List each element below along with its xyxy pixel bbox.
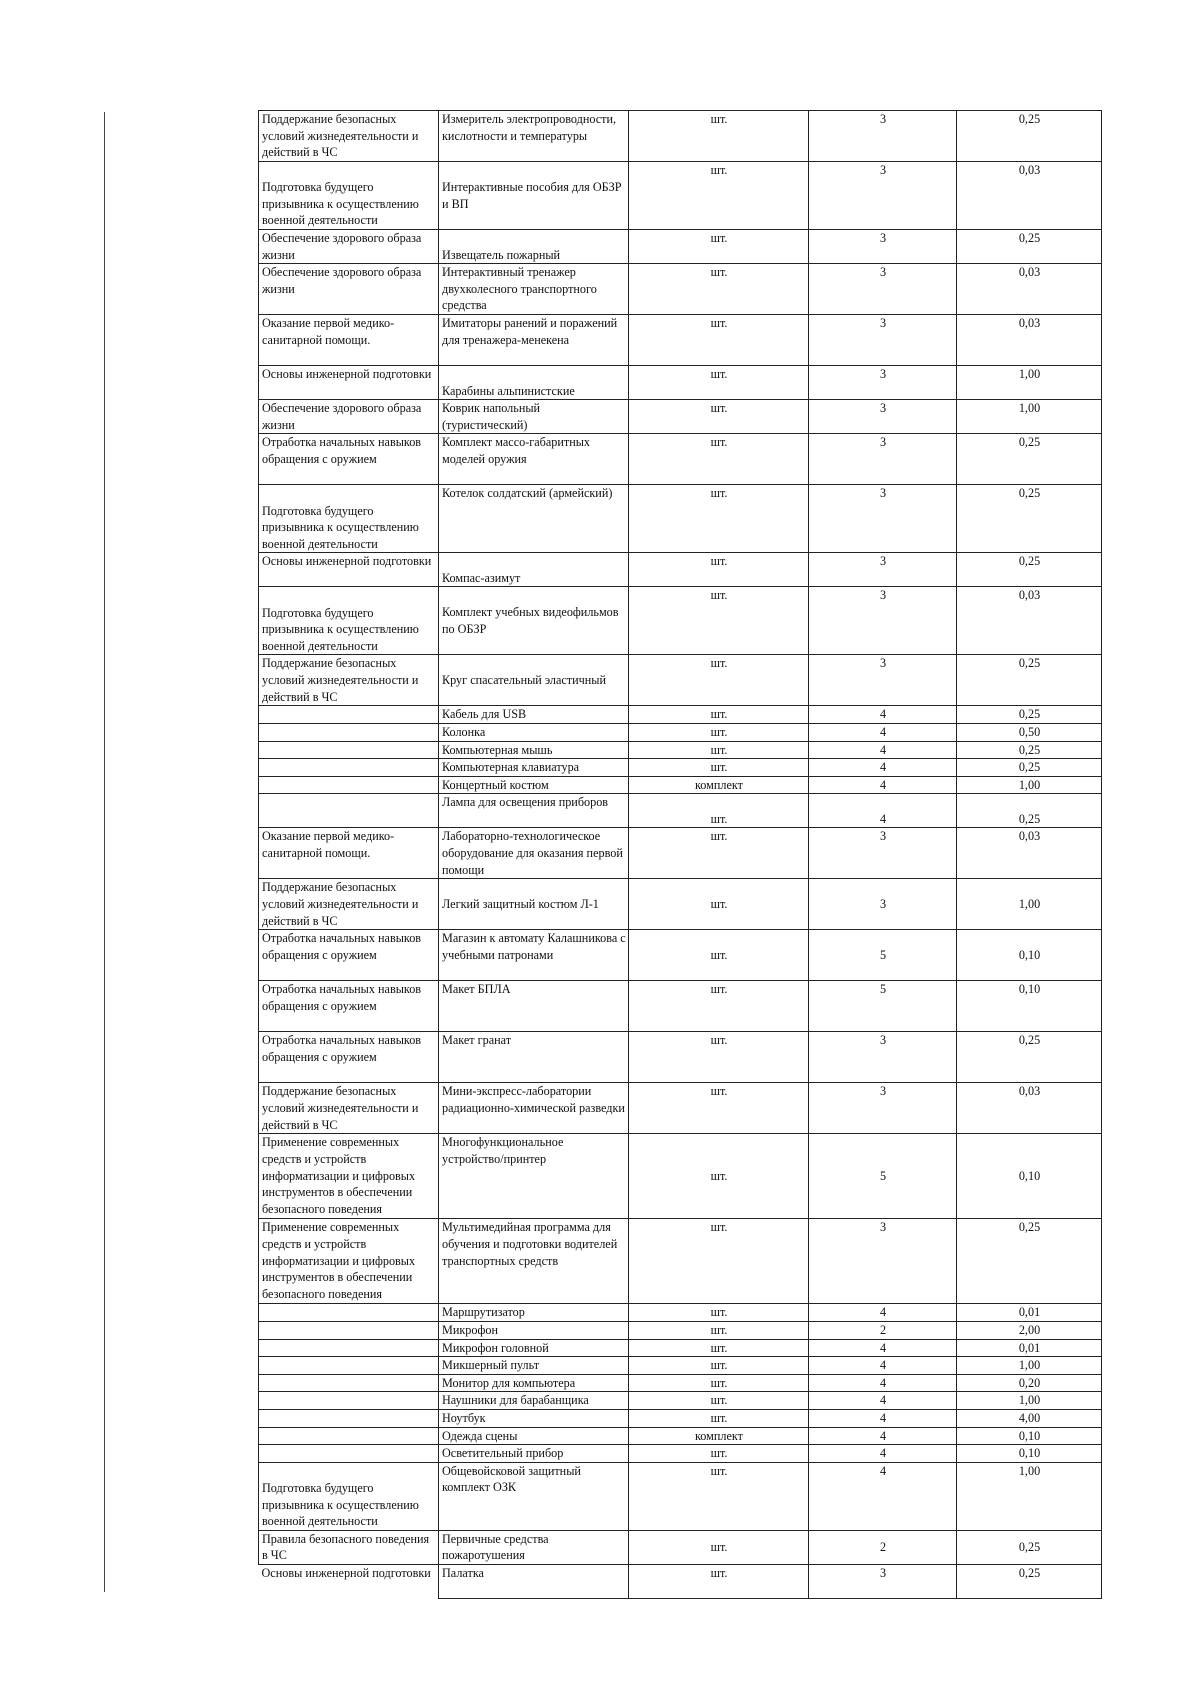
- cell-qty: 2: [809, 1530, 957, 1564]
- cell-item: Микрофон: [439, 1321, 629, 1339]
- table-row: [259, 230, 1102, 264]
- cell-coef: 1,00: [957, 366, 1102, 400]
- cell-qty: 4: [809, 1339, 957, 1357]
- cell-qty: 3: [809, 587, 957, 655]
- cell-topic: [259, 776, 439, 794]
- cell-item: Лампа для освещения приборов: [439, 794, 629, 828]
- cell-topic: Применение современных средств и устройств информатизации и цифровых инструментов в обеспечении безопасного поведения: [259, 1134, 439, 1219]
- cell-qty: 3: [809, 230, 957, 264]
- cell-item: Мини-экспресс-лаборатории радиационно-химической разведки: [439, 1083, 629, 1134]
- cell-qty: 4: [809, 1374, 957, 1392]
- cell-qty: 4: [809, 1409, 957, 1427]
- cell-topic: [259, 1339, 439, 1357]
- table-row: [259, 587, 1102, 655]
- cell-item: Круг спасательный эластичный: [439, 655, 629, 706]
- cell-item: Магазин к автомату Калашникова с учебными патронами: [439, 930, 629, 981]
- cell-item: Палатка: [439, 1564, 629, 1598]
- cell-item: Компьютерная мышь: [439, 741, 629, 759]
- cell-coef: 4,00: [957, 1409, 1102, 1427]
- cell-qty: 3: [809, 879, 957, 930]
- cell-unit: шт.: [629, 828, 809, 879]
- table-row: [259, 1462, 1102, 1530]
- cell-topic: [259, 741, 439, 759]
- equipment-table: [258, 110, 1102, 1599]
- cell-qty: 3: [809, 1083, 957, 1134]
- cell-topic: Подготовка будущего призывника к осуществлению военной деятельности: [259, 587, 439, 655]
- cell-coef: 0,25: [957, 1219, 1102, 1304]
- cell-coef: 0,20: [957, 1374, 1102, 1392]
- cell-unit: шт.: [629, 1083, 809, 1134]
- cell-coef: 0,03: [957, 587, 1102, 655]
- cell-item: Микрофон головной: [439, 1339, 629, 1357]
- cell-qty: 5: [809, 930, 957, 981]
- cell-qty: 5: [809, 1134, 957, 1219]
- cell-coef: 0,10: [957, 930, 1102, 981]
- cell-item: Микшерный пульт: [439, 1357, 629, 1375]
- cell-coef: 0,03: [957, 264, 1102, 315]
- table-row: [259, 553, 1102, 587]
- cell-unit: шт.: [629, 1219, 809, 1304]
- table-row: [259, 1339, 1102, 1357]
- cell-unit: комплект: [629, 776, 809, 794]
- cell-item: Коврик напольный (туристический): [439, 400, 629, 434]
- cell-coef: 0,03: [957, 828, 1102, 879]
- table-row: [259, 1445, 1102, 1463]
- cell-item: Имитаторы ранений и поражений для тренажера-менекена: [439, 315, 629, 366]
- cell-item: Измеритель электропроводности, кислотности и температуры: [439, 111, 629, 162]
- cell-unit: шт.: [629, 366, 809, 400]
- cell-item: Мультимедийная программа для обучения и подготовки водителей транспортных средств: [439, 1219, 629, 1304]
- cell-topic: Отработка начальных навыков обращения с оружием: [259, 1032, 439, 1083]
- table-row: [259, 264, 1102, 315]
- cell-topic: Основы инженерной подготовки: [259, 553, 439, 587]
- cell-item: Извещатель пожарный: [439, 230, 629, 264]
- cell-item: Одежда сцены: [439, 1427, 629, 1445]
- cell-topic: Поддержание безопасных условий жизнедеятельности и действий в ЧС: [259, 1083, 439, 1134]
- table-row: [259, 759, 1102, 777]
- table-row: [259, 485, 1102, 553]
- cell-unit: шт.: [629, 1357, 809, 1375]
- cell-unit: шт.: [629, 162, 809, 230]
- cell-unit: шт.: [629, 1374, 809, 1392]
- cell-topic: Обеспечение здорового образа жизни: [259, 230, 439, 264]
- cell-item: Легкий защитный костюм Л-1: [439, 879, 629, 930]
- cell-unit: шт.: [629, 1564, 809, 1598]
- table-row: [259, 1083, 1102, 1134]
- cell-qty: 4: [809, 1462, 957, 1530]
- table-row: [259, 930, 1102, 981]
- cell-unit: комплект: [629, 1427, 809, 1445]
- cell-coef: 0,25: [957, 741, 1102, 759]
- cell-topic: Применение современных средств и устройств информатизации и цифровых инструментов в обеспечении безопасного поведения: [259, 1219, 439, 1304]
- table-row: [259, 1357, 1102, 1375]
- cell-item: Комплект массо-габаритных моделей оружия: [439, 434, 629, 485]
- cell-topic: [259, 794, 439, 828]
- cell-topic: [259, 1357, 439, 1375]
- table-row: [259, 794, 1102, 828]
- cell-topic: Отработка начальных навыков обращения с оружием: [259, 434, 439, 485]
- cell-coef: 0,25: [957, 1530, 1102, 1564]
- cell-item: Котелок солдатский (армейский): [439, 485, 629, 553]
- cell-topic: [259, 1409, 439, 1427]
- cell-topic: Обеспечение здорового образа жизни: [259, 264, 439, 315]
- cell-topic: Основы инженерной подготовки: [259, 1564, 439, 1598]
- table-row: [259, 434, 1102, 485]
- cell-coef: 1,00: [957, 1392, 1102, 1410]
- cell-coef: 0,10: [957, 1427, 1102, 1445]
- cell-unit: шт.: [629, 930, 809, 981]
- cell-topic: Оказание первой медико-санитарной помощи.: [259, 828, 439, 879]
- cell-item: Концертный костюм: [439, 776, 629, 794]
- cell-unit: шт.: [629, 1032, 809, 1083]
- table-row: [259, 828, 1102, 879]
- cell-topic: [259, 1304, 439, 1322]
- table-row: [259, 1409, 1102, 1427]
- cell-topic: Основы инженерной подготовки: [259, 366, 439, 400]
- cell-topic: Поддержание безопасных условий жизнедеятельности и действий в ЧС: [259, 879, 439, 930]
- cell-item: Кабель для USB: [439, 706, 629, 724]
- cell-unit: шт.: [629, 759, 809, 777]
- cell-topic: Поддержание безопасных условий жизнедеятельности и действий в ЧС: [259, 111, 439, 162]
- cell-unit: шт.: [629, 264, 809, 315]
- table-row: [259, 1392, 1102, 1410]
- cell-item: Первичные средства пожаротушения: [439, 1530, 629, 1564]
- cell-coef: 1,00: [957, 879, 1102, 930]
- cell-item: Лабораторно-технологическое оборудование для оказания первой помощи: [439, 828, 629, 879]
- cell-coef: 0,25: [957, 485, 1102, 553]
- table-row: [259, 981, 1102, 1032]
- cell-coef: 0,25: [957, 706, 1102, 724]
- table-row: [259, 1321, 1102, 1339]
- cell-topic: [259, 759, 439, 777]
- cell-coef: 1,00: [957, 400, 1102, 434]
- table-row: [259, 400, 1102, 434]
- cell-item: Компьютерная клавиатура: [439, 759, 629, 777]
- cell-item: Маршрутизатор: [439, 1304, 629, 1322]
- table-row: [259, 366, 1102, 400]
- cell-qty: 3: [809, 434, 957, 485]
- cell-qty: 4: [809, 706, 957, 724]
- cell-item: Комплект учебных видеофильмов по ОБЗР: [439, 587, 629, 655]
- cell-topic: [259, 706, 439, 724]
- cell-coef: 0,03: [957, 315, 1102, 366]
- cell-item: Осветительный прибор: [439, 1445, 629, 1463]
- cell-qty: 3: [809, 111, 957, 162]
- cell-topic: Подготовка будущего призывника к осуществлению военной деятельности: [259, 162, 439, 230]
- table-row: [259, 1219, 1102, 1304]
- cell-topic: Обеспечение здорового образа жизни: [259, 400, 439, 434]
- table-row: [259, 723, 1102, 741]
- cell-qty: 4: [809, 1427, 957, 1445]
- cell-qty: 4: [809, 1304, 957, 1322]
- cell-coef: 0,25: [957, 655, 1102, 706]
- cell-unit: шт.: [629, 723, 809, 741]
- cell-coef: 0,03: [957, 1083, 1102, 1134]
- cell-topic: [259, 723, 439, 741]
- cell-topic: Подготовка будущего призывника к осуществлению военной деятельности: [259, 1462, 439, 1530]
- cell-item: Макет БПЛА: [439, 981, 629, 1032]
- table-row: [259, 1374, 1102, 1392]
- cell-qty: 5: [809, 981, 957, 1032]
- cell-unit: шт.: [629, 1304, 809, 1322]
- cell-topic: Поддержание безопасных условий жизнедеятельности и действий в ЧС: [259, 655, 439, 706]
- cell-topic: Подготовка будущего призывника к осуществлению военной деятельности: [259, 485, 439, 553]
- cell-qty: 4: [809, 1392, 957, 1410]
- cell-unit: шт.: [629, 1392, 809, 1410]
- table-row: [259, 1304, 1102, 1322]
- cell-unit: шт.: [629, 655, 809, 706]
- cell-coef: 0,25: [957, 1032, 1102, 1083]
- cell-unit: шт.: [629, 1409, 809, 1427]
- cell-unit: шт.: [629, 879, 809, 930]
- cell-item: Ноутбук: [439, 1409, 629, 1427]
- table-row: [259, 1564, 1102, 1598]
- cell-unit: шт.: [629, 553, 809, 587]
- cell-unit: шт.: [629, 400, 809, 434]
- cell-coef: 0,50: [957, 723, 1102, 741]
- cell-item: Наушники для барабанщика: [439, 1392, 629, 1410]
- cell-unit: шт.: [629, 1321, 809, 1339]
- cell-unit: шт.: [629, 230, 809, 264]
- cell-coef: 0,25: [957, 434, 1102, 485]
- table-row: [259, 162, 1102, 230]
- cell-unit: шт.: [629, 1134, 809, 1219]
- cell-coef: 0,01: [957, 1304, 1102, 1322]
- cell-unit: шт.: [629, 981, 809, 1032]
- cell-item: Интерактивный тренажер двухколесного транспортного средства: [439, 264, 629, 315]
- table-row: [259, 315, 1102, 366]
- cell-item: Компас-азимут: [439, 553, 629, 587]
- table-row: [259, 1427, 1102, 1445]
- cell-qty: 3: [809, 264, 957, 315]
- cell-unit: шт.: [629, 1530, 809, 1564]
- cell-qty: 4: [809, 1445, 957, 1463]
- cell-topic: [259, 1445, 439, 1463]
- table-row: [259, 706, 1102, 724]
- page-margin-line: [104, 112, 105, 1592]
- cell-coef: 0,25: [957, 759, 1102, 777]
- cell-topic: Оказание первой медико-санитарной помощи.: [259, 315, 439, 366]
- cell-item: Монитор для компьютера: [439, 1374, 629, 1392]
- cell-qty: 4: [809, 794, 957, 828]
- table-row: [259, 1134, 1102, 1219]
- cell-unit: шт.: [629, 315, 809, 366]
- cell-coef: 0,10: [957, 1134, 1102, 1219]
- table-row: [259, 111, 1102, 162]
- cell-unit: шт.: [629, 1462, 809, 1530]
- cell-coef: 2,00: [957, 1321, 1102, 1339]
- cell-unit: шт.: [629, 1445, 809, 1463]
- table-row: [259, 776, 1102, 794]
- table-row: [259, 741, 1102, 759]
- cell-item: Карабины альпинистские: [439, 366, 629, 400]
- cell-qty: 4: [809, 723, 957, 741]
- cell-qty: 3: [809, 828, 957, 879]
- cell-unit: шт.: [629, 111, 809, 162]
- equipment-table-body: [259, 111, 1102, 1599]
- cell-coef: 0,25: [957, 794, 1102, 828]
- cell-unit: шт.: [629, 434, 809, 485]
- cell-unit: шт.: [629, 794, 809, 828]
- cell-qty: 2: [809, 1321, 957, 1339]
- cell-qty: 3: [809, 1564, 957, 1598]
- cell-topic: Правила безопасного поведения в ЧС: [259, 1530, 439, 1564]
- cell-qty: 3: [809, 315, 957, 366]
- cell-unit: шт.: [629, 485, 809, 553]
- cell-coef: 0,25: [957, 230, 1102, 264]
- cell-unit: шт.: [629, 587, 809, 655]
- cell-qty: 4: [809, 741, 957, 759]
- cell-topic: [259, 1374, 439, 1392]
- cell-qty: 3: [809, 655, 957, 706]
- cell-item: Многофункциональное устройство/принтер: [439, 1134, 629, 1219]
- cell-qty: 4: [809, 759, 957, 777]
- cell-unit: шт.: [629, 1339, 809, 1357]
- table-row: [259, 879, 1102, 930]
- cell-coef: 0,01: [957, 1339, 1102, 1357]
- cell-qty: 3: [809, 366, 957, 400]
- cell-coef: 1,00: [957, 1357, 1102, 1375]
- cell-coef: 0,10: [957, 981, 1102, 1032]
- table-row: [259, 1530, 1102, 1564]
- cell-topic: Отработка начальных навыков обращения с оружием: [259, 930, 439, 981]
- cell-item: Интерактивные пособия для ОБЗР и ВП: [439, 162, 629, 230]
- cell-qty: 3: [809, 485, 957, 553]
- cell-coef: 0,25: [957, 553, 1102, 587]
- cell-qty: 4: [809, 776, 957, 794]
- cell-coef: 0,03: [957, 162, 1102, 230]
- cell-qty: 3: [809, 553, 957, 587]
- cell-coef: 0,25: [957, 111, 1102, 162]
- cell-coef: 1,00: [957, 776, 1102, 794]
- table-row: [259, 655, 1102, 706]
- cell-unit: шт.: [629, 706, 809, 724]
- cell-item: Макет гранат: [439, 1032, 629, 1083]
- cell-qty: 3: [809, 1219, 957, 1304]
- cell-topic: [259, 1427, 439, 1445]
- cell-topic: Отработка начальных навыков обращения с оружием: [259, 981, 439, 1032]
- cell-topic: [259, 1321, 439, 1339]
- cell-topic: [259, 1392, 439, 1410]
- cell-qty: 3: [809, 400, 957, 434]
- cell-coef: 0,10: [957, 1445, 1102, 1463]
- cell-item: Колонка: [439, 723, 629, 741]
- cell-item: Общевойсковой защитный комплект ОЗК: [439, 1462, 629, 1530]
- cell-qty: 3: [809, 1032, 957, 1083]
- cell-coef: 1,00: [957, 1462, 1102, 1530]
- cell-qty: 3: [809, 162, 957, 230]
- cell-unit: шт.: [629, 741, 809, 759]
- table-row: [259, 1032, 1102, 1083]
- cell-coef: 0,25: [957, 1564, 1102, 1598]
- cell-qty: 4: [809, 1357, 957, 1375]
